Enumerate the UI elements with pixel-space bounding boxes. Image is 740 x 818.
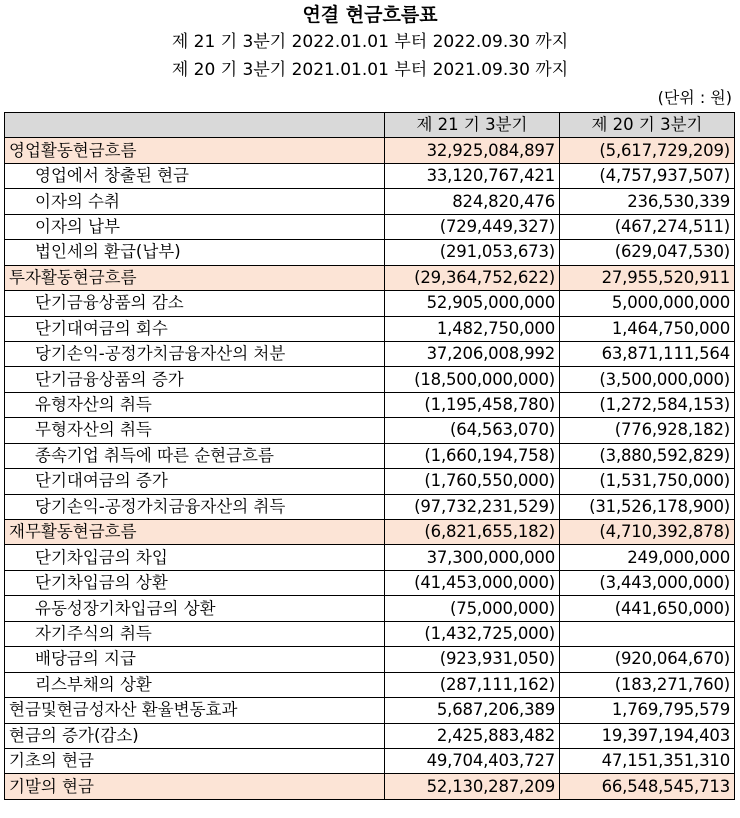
row-label: 단기금융상품의 감소 <box>5 291 385 316</box>
row-value-prior: (1,272,584,153) <box>560 392 735 417</box>
period-current: 제 21 기 3분기 2022.01.01 부터 2022.09.30 까지 <box>171 32 569 52</box>
row-label: 단기차입금의 차입 <box>5 545 385 570</box>
table-row <box>5 748 735 773</box>
row-value-current: (1,660,194,758) <box>385 443 560 468</box>
row-value-current: 37,206,008,992 <box>385 341 560 366</box>
table-row <box>5 189 735 214</box>
table-row <box>5 316 735 341</box>
row-value-current: (75,000,000) <box>385 596 560 621</box>
row-value-prior: 5,000,000,000 <box>560 291 735 316</box>
row-value-prior: (5,617,729,209) <box>560 138 735 163</box>
row-label: 기초의 현금 <box>5 748 385 773</box>
row-label: 유형자산의 취득 <box>5 392 385 417</box>
row-value-prior: 47,151,351,310 <box>560 748 735 773</box>
row-value-current: (18,500,000,000) <box>385 367 560 392</box>
table-row <box>5 367 735 392</box>
table-row <box>5 341 735 366</box>
table-row <box>5 647 735 672</box>
row-value-prior: (629,047,530) <box>560 240 735 265</box>
table-row <box>5 392 735 417</box>
row-value-prior: 19,397,194,403 <box>560 723 735 748</box>
row-label: 기말의 현금 <box>5 774 385 799</box>
table-row <box>5 570 735 595</box>
row-label: 배당금의 지급 <box>5 647 385 672</box>
row-label: 무형자산의 취득 <box>5 418 385 443</box>
row-label: 당기손익-공정가치금융자산의 취득 <box>5 494 385 519</box>
table-row <box>5 672 735 697</box>
row-value-current: (287,111,162) <box>385 672 560 697</box>
row-label: 단기차입금의 상환 <box>5 570 385 595</box>
table-row <box>5 214 735 239</box>
table-row <box>5 494 735 519</box>
row-value-prior: 66,548,545,713 <box>560 774 735 799</box>
row-value-prior: (441,650,000) <box>560 596 735 621</box>
row-label: 현금및현금성자산 환율변동효과 <box>5 698 385 723</box>
row-value-prior: 1,769,795,579 <box>560 698 735 723</box>
table-row <box>5 520 735 545</box>
row-value-current: 37,300,000,000 <box>385 545 560 570</box>
row-label: 자기주식의 취득 <box>5 621 385 646</box>
row-value-current: (1,760,550,000) <box>385 469 560 494</box>
row-label: 당기손익-공정가치금융자산의 처분 <box>5 341 385 366</box>
row-label: 법인세의 환급(납부) <box>5 240 385 265</box>
row-label: 단기대여금의 회수 <box>5 316 385 341</box>
row-value-current: 32,925,084,897 <box>385 138 560 163</box>
row-value-current: 52,905,000,000 <box>385 291 560 316</box>
row-label: 영업활동현금흐름 <box>5 138 385 163</box>
row-value-prior: (920,064,670) <box>560 647 735 672</box>
cash-flow-table <box>4 112 735 800</box>
row-value-prior: 27,955,520,911 <box>560 265 735 290</box>
row-value-current: 1,482,750,000 <box>385 316 560 341</box>
row-value-current: 52,130,287,209 <box>385 774 560 799</box>
row-value-prior: (3,880,592,829) <box>560 443 735 468</box>
table-row <box>5 596 735 621</box>
row-value-current: (1,432,725,000) <box>385 621 560 646</box>
table-row <box>5 723 735 748</box>
row-value-current: (6,821,655,182) <box>385 520 560 545</box>
row-value-current: 5,687,206,389 <box>385 698 560 723</box>
row-value-current: 824,820,476 <box>385 189 560 214</box>
row-value-current: (97,732,231,529) <box>385 494 560 519</box>
table-header-row <box>5 113 735 138</box>
table-row <box>5 240 735 265</box>
row-label: 이자의 수취 <box>5 189 385 214</box>
row-value-prior: 1,464,750,000 <box>560 316 735 341</box>
row-value-current: (64,563,070) <box>385 418 560 443</box>
row-value-prior: (3,500,000,000) <box>560 367 735 392</box>
row-label: 이자의 납부 <box>5 214 385 239</box>
table-row <box>5 163 735 188</box>
table-row <box>5 469 735 494</box>
row-value-current: (41,453,000,000) <box>385 570 560 595</box>
row-value-current: 2,425,883,482 <box>385 723 560 748</box>
row-value-prior: (4,757,937,507) <box>560 163 735 188</box>
column-header-item <box>5 113 385 138</box>
row-label: 현금의 증가(감소) <box>5 723 385 748</box>
column-header-current: 제 21 기 3분기 <box>385 113 560 138</box>
row-value-current: (1,195,458,780) <box>385 392 560 417</box>
row-label: 영업에서 창출된 현금 <box>5 163 385 188</box>
table-row <box>5 418 735 443</box>
table-row <box>5 545 735 570</box>
table-row <box>5 443 735 468</box>
row-label: 단기대여금의 증가 <box>5 469 385 494</box>
row-label: 재무활동현금흐름 <box>5 520 385 545</box>
row-label: 종속기업 취득에 따른 순현금흐름 <box>5 443 385 468</box>
table-row <box>5 698 735 723</box>
column-header-prior: 제 20 기 3분기 <box>560 113 735 138</box>
table-row <box>5 774 735 799</box>
row-value-current: (29,364,752,622) <box>385 265 560 290</box>
row-value-prior: (776,928,182) <box>560 418 735 443</box>
row-label: 리스부채의 상환 <box>5 672 385 697</box>
row-value-current: 49,704,403,727 <box>385 748 560 773</box>
row-value-prior: 236,530,339 <box>560 189 735 214</box>
period-prior: 제 20 기 3분기 2021.01.01 부터 2021.09.30 까지 <box>171 60 569 80</box>
row-value-current: 33,120,767,421 <box>385 163 560 188</box>
row-value-prior: 63,871,111,564 <box>560 341 735 366</box>
table-body <box>5 138 735 799</box>
row-label: 유동성장기차입금의 상환 <box>5 596 385 621</box>
row-value-current: (729,449,327) <box>385 214 560 239</box>
row-value-prior: (4,710,392,878) <box>560 520 735 545</box>
row-value-prior: (183,271,760) <box>560 672 735 697</box>
row-value-prior: (1,531,750,000) <box>560 469 735 494</box>
table-row <box>5 265 735 290</box>
row-value-prior: (3,443,000,000) <box>560 570 735 595</box>
row-value-prior: (31,526,178,900) <box>560 494 735 519</box>
row-value-prior <box>560 621 735 646</box>
table-row <box>5 138 735 163</box>
row-label: 단기금융상품의 증가 <box>5 367 385 392</box>
table-row <box>5 291 735 316</box>
row-value-prior: 249,000,000 <box>560 545 735 570</box>
row-value-current: (923,931,050) <box>385 647 560 672</box>
row-label: 투자활동현금흐름 <box>5 265 385 290</box>
statement-title: 연결 현금흐름표 <box>302 4 438 26</box>
unit-label: (단위 : 원) <box>657 88 732 107</box>
table-row <box>5 621 735 646</box>
row-value-prior: (467,274,511) <box>560 214 735 239</box>
row-value-current: (291,053,673) <box>385 240 560 265</box>
